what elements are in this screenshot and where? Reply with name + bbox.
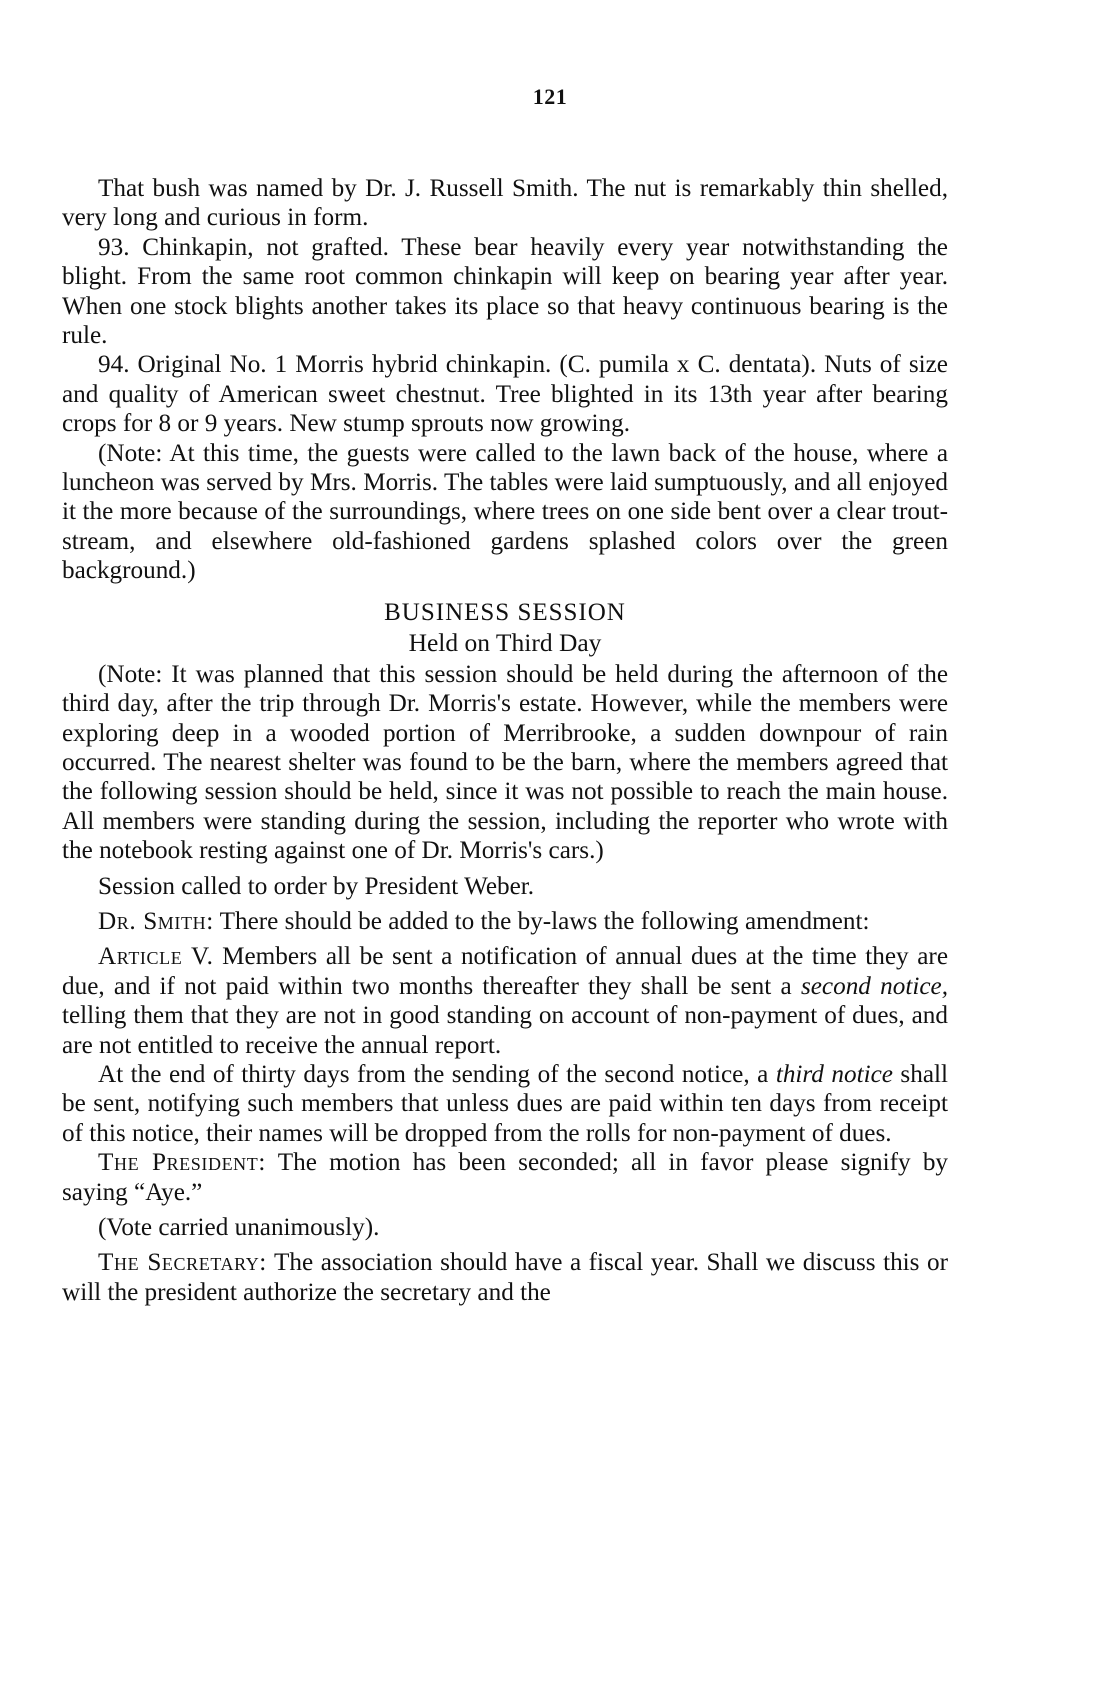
dr-smith-text: There should be added to the by-laws the following amendment:	[213, 907, 870, 935]
paragraph-luncheon-note: (Note: At this time, the guests were called to the lawn back of the house, where a luncheon was served by Mrs. Morris. The tables were laid sumptuously, and all enjoyed it the more because of the surroundings, where trees on one side bent over a clear trout-stream, and elsewhere old-fashioned gardens splashed colors over the green background.)	[62, 439, 948, 585]
page-number: 121	[532, 84, 568, 109]
paragraph-item-94: 94. Original No. 1 Morris hybrid chinkapin. (C. pumila x C. dentata). Nuts of size and quality of American sweet chestnut. Tree blighted in its 13th year after bearing crops for 8 or 9 years. New stump sprouts now growing.	[62, 351, 948, 438]
paragraph-article-v	[62, 942, 948, 1060]
secretary-text: The association should have a fiscal year. Shall we discuss this or will the president authorize the secretary and the	[62, 1249, 948, 1306]
article-v-text-b: telling them that they are not in good standing on account of non-payment of dues, and are not entitled to receive the annual report.	[62, 1002, 948, 1059]
section-title: BUSINESS SESSION	[384, 598, 626, 626]
article-v-label: Article V.	[98, 943, 214, 971]
third-notice-text-b: shall be sent, notifying such members that unless dues are paid within ten days from receipt of this notice, their names will be dropped from the rolls for non-payment of dues.	[62, 1060, 949, 1147]
section-subtitle: Held on Third Day	[408, 627, 602, 657]
paragraph-secretary	[62, 1248, 948, 1307]
article-v-second-notice: second notice,	[800, 972, 948, 1000]
paragraph-dr-smith	[62, 907, 948, 936]
speaker-dr-smith: Dr. Smith:	[98, 907, 214, 935]
speaker-president: The President:	[98, 1149, 266, 1177]
president-text: The motion has been seconded; all in favor please signify by saying “Aye.”	[62, 1149, 949, 1206]
paragraph-session-called: Session called to order by President Weber.	[98, 872, 535, 900]
paragraph-smith-bush: That bush was named by Dr. J. Russell Smith. The nut is remarkably thin shelled, very long and curious in form.	[62, 175, 948, 232]
paragraph-third-notice	[62, 1060, 948, 1148]
page-body	[62, 174, 948, 1307]
third-notice-text-a: At the end of thirty days from the sending of the second notice, a	[98, 1060, 776, 1088]
speaker-secretary: The Secretary:	[98, 1249, 267, 1277]
paragraph-vote-carried: (Vote carried unanimously).	[98, 1214, 380, 1241]
article-v-text-a: Members all be sent a notification of annual dues at the time they are due, and if not paid within two months thereafter they shall be sent a	[62, 943, 948, 1000]
third-notice-em: third notice	[775, 1060, 893, 1088]
paragraph-item-93: 93. Chinkapin, not grafted. These bear heavily every year notwithstanding the blight. From the same root common chinkapin will keep on bearing year after year. When one stock blights another takes its place so that heavy continuous bearing is the rule.	[62, 233, 948, 350]
paragraph-session-note: (Note: It was planned that this session should be held during the afternoon of the third day, after the trip through Dr. Morris's estate. However, while the members were exploring deep in a wooded portion of Merribrooke, a sudden downpour of rain occurred. The nearest shelter was found to be the barn, where the members agreed that the following session should be held, since it was not possible to reach the main house. All members were standing during the session, including the reporter who wrote with the notebook resting against one of Dr. Morris's cars.)	[62, 660, 948, 865]
paragraph-president-motion	[62, 1148, 948, 1207]
